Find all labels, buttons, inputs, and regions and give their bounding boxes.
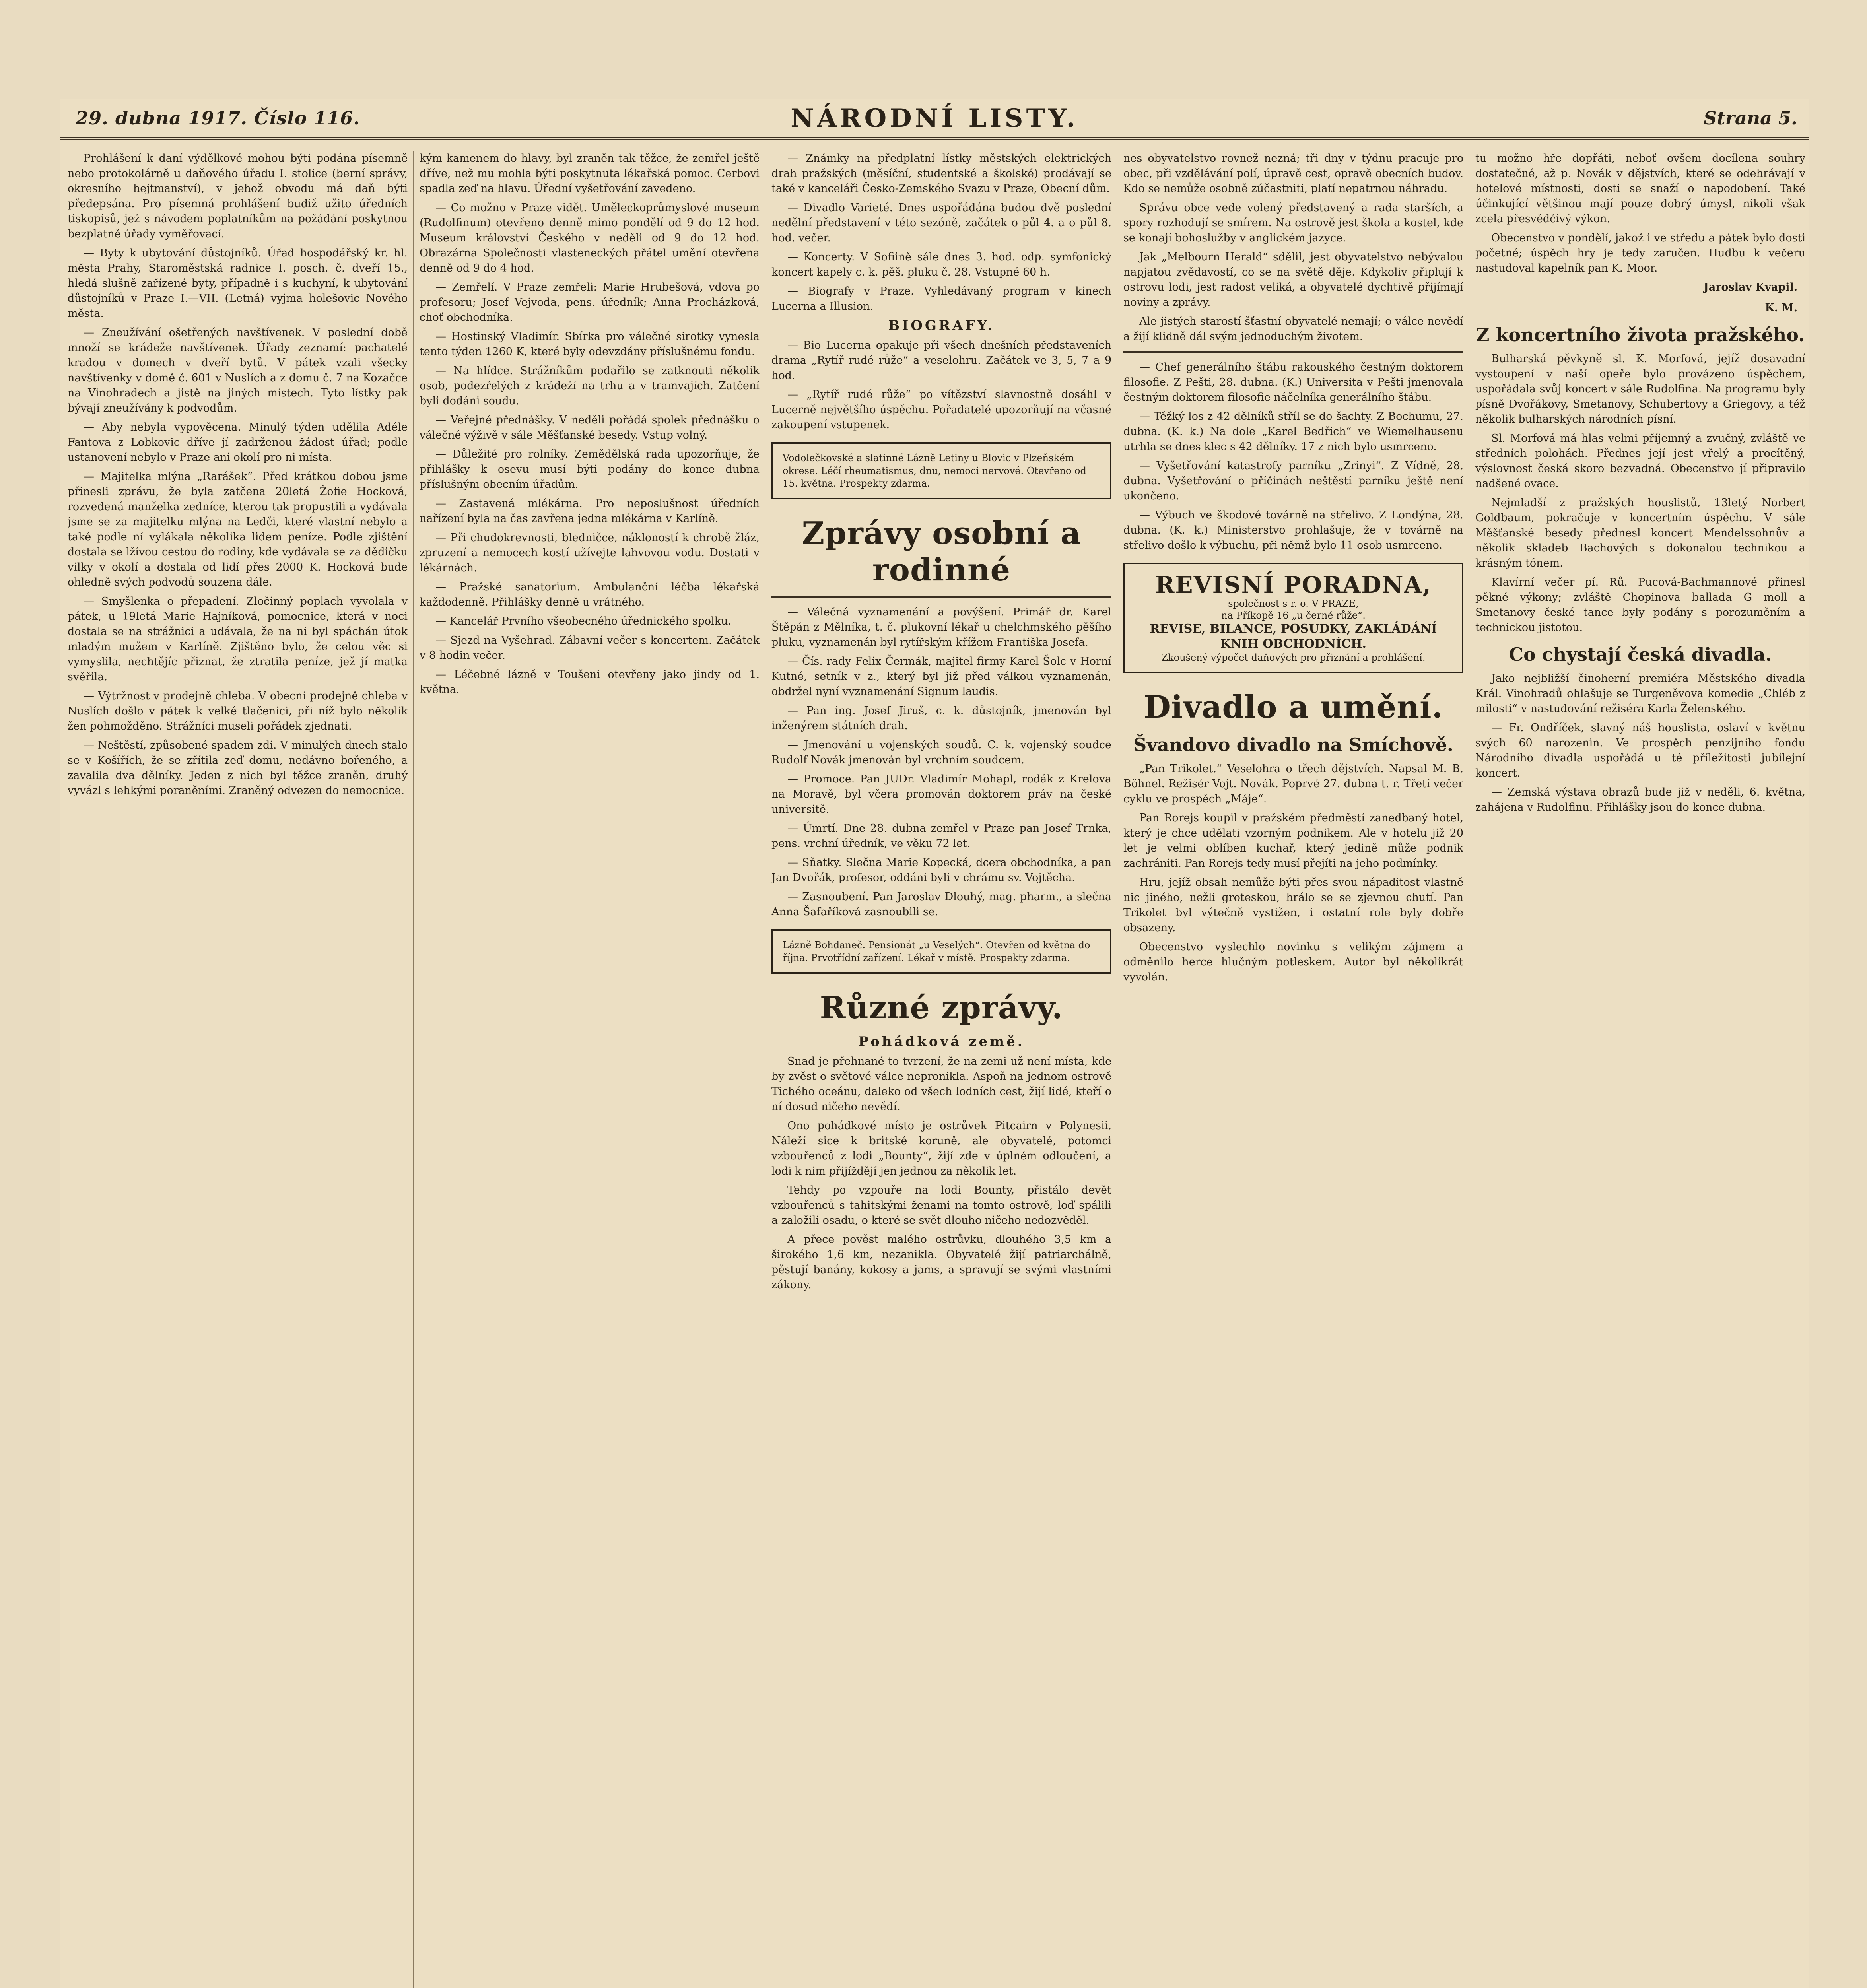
ad-line: REVISE, BILANCE, POSUDKY, ZAKLÁDÁNÍ KNIH OBCHODNÍCH.: [1150, 622, 1437, 651]
paragraph: — Těžký los z 42 dělníků stříl se do šachty. Z Bochumu, 27. dubna. (K. k.) Na dole „Karel Bedřich“ ve Wiemelhausenu utrhla se dnes klec s 42 dělníky. 17 z nich bylo usmrceno.: [1123, 410, 1463, 453]
ad-text: Vodolečkovské a slatinné Lázně Letiny u Blovic v Plzeňském okrese. Léčí rheumatismus, dnu, nemoci nervové. Otevřeno od 15. května. Prospekty zdarma.: [783, 452, 1086, 489]
issue-date: 29. dubna 1917. Číslo 116.: [76, 107, 360, 129]
paragraph: — „Rytíř rudé růže“ po vítězství slavnostně dosáhl v Lucerně největšího úspěchu. Pořadatelé upozorňují na včasné zakoupení vstupenek.: [771, 388, 1111, 431]
ad-title: REVISNÍ PORADNA,: [1155, 571, 1432, 598]
paragraph: Hru, jejíž obsah nemůže býti přes svou nápaditost vlastně nic jiného, nežli groteskou, hrálo se se zjevnou chutí. Pan Trikolet byl výtečně vystižen, i ostatní role byly dobře obsazeny.: [1123, 876, 1463, 934]
divider: [1123, 351, 1463, 353]
theatres-plans-heading: Co chystají česká divadla.: [1509, 644, 1772, 665]
paragraph: — Válečná vyznamenání a povýšení. Primář dr. Karel Štěpán z Mělníka, t. č. plukovní lékař u chelchmského pěšího pluku, vyznamenán byl rytířským křížem Františka Josefa.: [771, 606, 1111, 648]
paragraph: — Pan ing. Josef Jiruš, c. k. důstojník, jmenován byl inženýrem státních drah.: [771, 705, 1111, 732]
paragraph: Snad je přehnané to tvrzení, že na zemi už není místa, kde by zvěst o světové válce nepronikla. Aspoň na jednom ostrově Tichého oceánu, daleko od všech lodních cest, žijí lidé, kteří o ní dosud ničeho nevědí.: [771, 1055, 1111, 1113]
paragraph: Tehdy po vzpouře na lodi Bounty, přistálo devět vzbouřenců s tahitskými ženami na tomto ostrově, loď spálili a založili osadu, o které se svět dlouho ničeho nedozvěděl.: [771, 1184, 1111, 1227]
paragraph: Prohlášení k daní výdělkové mohou býti podána písemně nebo protokolárně u daňového úřadu I. stolice (berní správy, okresního hejtmanství), v jehož obvodu má daň býti předepsána. Pro písemná prohlášení budiž užito úředních tiskopisů, jež s návodem poplatníkům na požádání poskytnou bezplatně úřady vyměřovací.: [68, 152, 408, 240]
paragraph: — Divadlo Varieté. Dnes uspořádána budou dvě poslední nedělní představení v této sezóně, začátek o půl 4. a o půl 8. hod. večer.: [771, 202, 1111, 244]
paragraph: — Zastavená mlékárna. Pro neposlušnost úředních nařízení byla na čas zavřena jedna mlékárna v Karlíně.: [420, 497, 760, 525]
paragraph: — Zasnoubení. Pan Jaroslav Dlouhý, mag. pharm., a slečna Anna Šafaříková zasnoubili se.: [771, 891, 1111, 918]
theatre-subheading: Švandovo divadlo na Smíchově.: [1133, 734, 1453, 755]
ad-line: společnost s r. o. V PRAZE,: [1228, 598, 1359, 609]
paragraph: Bulharská pěvkyně sl. K. Morfová, jejíž dosavadní vystoupení v naší opeře bylo provázeno úspěchem, uspořádala svůj koncert v sále Rudolfina. Na programu byly písně Dvořákovy, Smetanovy, Schubertovy a Griegovy, a též několik bulharských národních písní.: [1475, 353, 1805, 425]
paragraph: — Sjezd na Vyšehrad. Zábavní večer s koncertem. Začátek v 8 hodin večer.: [420, 634, 760, 662]
paragraph: — Na hlídce. Strážníkům podařilo se zatknouti několik osob, podezřelých z krádeží na trhu a v tramvajích. Zatčení byli dodáni soudu.: [420, 365, 760, 407]
paragraph: Ono pohádkové místo je ostrůvek Pitcairn v Polynesii. Náleží sice k britské koruně, ale obyvatelé, potomci vzbouřenců z lodi „Bounty“, žijí zde v úplném odloučení, a lodi k nim přijíždějí jen jednou za několik let.: [771, 1120, 1111, 1177]
column-5: [1475, 151, 1805, 1988]
paragraph: — Známky na předplatní lístky městských elektrických drah pražských (měsíční, studentské a školské) prodávají se také v kanceláři Česko-Zemského Svazu v Praze, Obecní dům.: [771, 152, 1111, 195]
concert-heading: Z koncertního života pražského.: [1476, 324, 1805, 346]
column-4: [1123, 151, 1463, 1988]
paragraph: — Jmenování u vojenských soudů. C. k. vojenský soudce Rudolf Novák jmenován byl vrchním soudcem.: [771, 739, 1111, 766]
paragraph: — Důležité pro rolníky. Zemědělská rada upozorňuje, že přihlášky k osevu musí býti podány do konce dubna příslušným obecním úřadům.: [420, 448, 760, 491]
paragraph: — Fr. Ondříček, slavný náš houslista, oslaví v květnu svých 60 narozenin. Ve prospěch penzijního fondu Národního divadla uspořádá u té příležitosti jubilejní koncert.: [1475, 722, 1805, 779]
paragraph: — Co možno v Praze vidět. Uměleckoprůmyslové museum (Rudolfinum) otevřeno denně mimo pondělí od 9 do 12 hod. Museum království Českého v neděli od 9 do 12 hod. Obrazárna Společnosti vlasteneckých přátel umění otevřena denně od 9 do 4 hod.: [420, 202, 760, 274]
paragraph: — Neštěstí, způsobené spadem zdi. V minulých dnech stalo se v Košířích, že se zřítila zeď domu, nedávno bořeného, a zavalila dva dělníky. Jeden z nich byl těžce zraněn, druhý vyvázl s lehkými poraněními. Zraněný odvezen do nemocnice.: [68, 739, 408, 797]
paragraph: Klavírní večer pí. Rů. Pucová-Bachmannové přinesl pěkné výkony; zvláště Chopinova ballada G moll a Smetanovy české tance byly podány s porozuměním a technickou jistotou.: [1475, 576, 1805, 634]
paragraph: — Úmrtí. Dne 28. dubna zemřel v Praze pan Josef Trnka, pens. vrchní úředník, ve věku 72 let.: [771, 822, 1111, 850]
paragraph: — Výtržnost v prodejně chleba. V obecní prodejně chleba v Nuslích došlo v pátek k velké tlačenici, při níž bylo několik žen pohmožděno. Strážníci museli pořádek zjednati.: [68, 690, 408, 732]
ad-revisni-poradna: [1123, 563, 1463, 673]
signature: K. M.: [1765, 302, 1797, 314]
biografy-heading: BIOGRAFY.: [888, 318, 995, 334]
paragraph: Sl. Morfová má hlas velmi příjemný a zvučný, zvláště ve středních polohách. Přednes její jest vřelý a procítěný, výslovnost česká skoro bezvadná. Obecenstvo jí připravilo nadšené ovace.: [1475, 432, 1805, 490]
ad-bohdanec: [771, 929, 1111, 974]
newspaper-title: NÁRODNÍ LISTY.: [791, 103, 1078, 133]
misc-news-heading: Různé zprávy.: [820, 990, 1063, 1026]
paragraph: — Čís. rady Felix Čermák, majitel firmy Karel Šolc v Horní Kutné, setník v z., který byl již před válkou vyznamenán, obdržel nyní vyznamenání Signum laudis.: [771, 655, 1111, 698]
paragraph: — Koncerty. V Sofiině sále dnes 3. hod. odp. symfonický koncert kapely c. k. pěš. pluku č. 28. Vstupné 60 h.: [771, 251, 1111, 278]
misc-news-subheading: Pohádková země.: [858, 1034, 1025, 1050]
column-2: [420, 151, 760, 1988]
column-divider: [413, 151, 414, 1988]
paragraph: — Pražské sanatorium. Ambulanční léčba lékařská každodenně. Přihlášky denně u vrátného.: [420, 581, 760, 608]
paragraph: — Smyšlenka o přepadení. Zločinný poplach vyvolala v pátek, u 19letá Marie Hajníková, pomocnice, která v noci dostala se na strážnici a udávala, že na ni byl spáchán útok mladým mužem v Karlíně. Zjištěno bylo, že celou věc si vymyslila, nechtějíc přiznat, že ztratila peníze, jež jí matka svěřila.: [68, 595, 408, 683]
paragraph: — Zneužívání ošetřených navštívenek. V poslední době množí se krádeže navštívenek. Úřady zeznamí: pachatelé kradou v domech v dveří bytů. V pátek vzali všecky navštívenky v domě č. 601 v Nuslích a z domu č. 7 na Kozačce na Vinohradech a jistě na jiných místech. Tyto lístky pak bývají zneužívány k podvodům.: [68, 326, 408, 414]
paragraph: Obecenstvo vyslechlo novinku s velikým zájmem a odměnilo herce hlučným potleskem. Autor byl několikrát vyvolán.: [1123, 941, 1463, 983]
paragraph: Správu obce vede volený představený a rada starších, a spory rozhodují se smírem. Na ostrově jest škola a kostel, kde se konají bohoslužby v anglickém jazyce.: [1123, 202, 1463, 244]
paragraph: Jak „Melbourn Herald“ sdělil, jest obyvatelstvo nebývalou napjatou zvědavostí, co se na světě děje. Kdykoliv připlují k ostrovu lodi, jest radost veliká, a obyvatelé dychtivě přijímají noviny a zprávy.: [1123, 251, 1463, 309]
paragraph: — Chef generálního štábu rakouského čestným doktorem filosofie. Z Pešti, 28. dubna. (K.) Universita v Pešti jmenovala čestným doktorem filosofie náčelníka generálního štábu.: [1123, 361, 1463, 404]
paragraph: Pan Rorejs koupil v pražském předměstí zanedbaný hotel, který je chce udělati vzorným podnikem. Ale v hotelu již 20 let je velmi oblíben kuchař, který jedině může podnik zachrániti. Pan Rorejs tedy musí přejíti na jeho podmínky.: [1123, 812, 1463, 870]
masthead: [60, 99, 1809, 140]
ad-line: na Příkopě 16 „u černé růže“.: [1221, 610, 1366, 621]
paragraph: — Promoce. Pan JUDr. Vladimír Mohapl, rodák z Krelova na Moravě, byl včera promován doktorem práv na české universitě.: [771, 773, 1111, 815]
column-1: [68, 151, 408, 1988]
paragraph: tu možno hře dopřáti, neboť ovšem docílena souhry dostatečné, až p. Novák v dějstvích, které se odehrávají v hotelové místnosti, dosti se snaží o napodobení. Také účinkující většinou mají pouze dobrý úmysl, nikoli však zcela přesvědčivý výkon.: [1475, 152, 1805, 225]
newspaper-page: [60, 99, 1809, 1988]
paragraph: — Byty k ubytování důstojníků. Úřad hospodářský kr. hl. města Prahy, Staroměstská radnice I. posch. č. dveří 15., hledá slušně zařízené byty, případně i s kuchyní, k ubytování důstojníků v Praze I.—VII. (Letná) vyjma holešovic Nového města.: [68, 247, 408, 320]
paragraph: — Léčebné lázně v Toušeni otevřeny jako jindy od 1. května.: [420, 668, 760, 696]
paragraph: — Zemská výstava obrazů bude již v neděli, 6. května, zahájena v Rudolfinu. Přihlášky jsou do konce dubna.: [1475, 786, 1805, 813]
ad-vodolecka: [771, 442, 1111, 499]
paragraph: — Majitelka mlýna „Rarášek“. Před krátkou dobou jsme přinesli zprávu, že byla zatčena 20letá Žofie Hocková, rozvedená manželka zedníce, kterou tak propustili a vydávala jsme se za majitelku mlýna na Ledči, které vlastní nebylo a také podle ní vylákala několika lidem peníze. Podle zjištění dostala se lžívou cestou do rodiny, kde vydávala se za dědičku vilky v okolí a dostala od lidí přes 2000 K. Hocková bude ohledně svých podvodů souzena dále.: [68, 470, 408, 588]
paragraph: — Veřejné přednášky. V neděli pořádá spolek přednášku o válečné výživě v sále Měšťanské besedy. Vstup volný.: [420, 414, 760, 441]
paragraph: Ale jistých starostí šťastní obyvatelé nemají; o válce nevědí a žijí klidně dál svým jednoduchým životem.: [1123, 315, 1463, 343]
paragraph: — Bio Lucerna opakuje při všech dnešních představeních drama „Rytíř rudé růže“ a veselohru. Začátek ve 3, 5, 7 a 9 hod.: [771, 339, 1111, 382]
paragraph: nes obyvatelstvo rovnež nezná; tři dny v týdnu pracuje pro obec, při vzdělávání polí, úpravě cest, opravě obecních budov. Kdo se nemůže osobně zúčastniti, platí nepatrnou náhradu.: [1123, 152, 1463, 195]
paragraph: — Vyšetřování katastrofy parníku „Zrinyi“. Z Vídně, 28. dubna. Vyšetřování o příčinách neštěstí parníku ještě není ukončeno.: [1123, 460, 1463, 502]
paragraph: — Zemřelí. V Praze zemřeli: Marie Hrubešová, vdova po profesoru; Josef Vejvoda, pens. úředník; Anna Procházková, choť obchodníka.: [420, 281, 760, 324]
paragraph: Jako nejbližší činoherní premiéra Městského divadla Král. Vinohradů ohlašuje se Turgeněvova komedie „Chléb z milosti“ v nastudování režiséra Karla Želenského.: [1475, 672, 1805, 715]
ad-text: Lázně Bohdaneč. Pensionát „u Veselých“. Otevřen od května do října. Prvotřídní zařízení. Lékař v místě. Prospekty zdarma.: [783, 940, 1090, 963]
paragraph: Obecenstvo v pondělí, jakož i ve středu a pátek bylo dosti početné; úspěch hry je tedy zaručen. Hudbu k večeru nastudoval kapelník pan K. Moor.: [1475, 232, 1805, 274]
divider: [771, 596, 1111, 598]
paragraph: — Aby nebyla vypověcena. Minulý týden udělila Adéle Fantova z Lobkovic dříve jí zadrženou žádost úřad; podle ustanovení nebylo v Praze ani okolí pro ni místa.: [68, 421, 408, 464]
paragraph: — Biografy v Praze. Vyhledávaný program v kinech Lucerna a Illusion.: [771, 285, 1111, 313]
paragraph: — Kancelář Prvního všeobecného úřednického spolku.: [435, 615, 732, 627]
personal-news-heading: Zprávy osobní a rodinné: [802, 515, 1081, 588]
ad-line: Zkoušený výpočet daňových pro přiznání a prohlášení.: [1161, 652, 1426, 663]
paragraph: — Sňatky. Slečna Marie Kopecká, dcera obchodníka, a pan Jan Dvořák, profesor, oddáni byli v chrámu sv. Vojtěcha.: [771, 856, 1111, 884]
theatre-heading: Divadlo a umění.: [1144, 689, 1443, 725]
paragraph: — Výbuch ve škodové továrně na střelivo. Z Londýna, 28. dubna. (K. k.) Ministerstvo prohlašuje, že v továrně na střelivo došlo k výbuchu, při němž bylo 11 osob usmrceno.: [1123, 509, 1463, 551]
paragraph: „Pan Trikolet.“ Veselohra o třech dějstvích. Napsal M. B. Böhnel. Režisér Vojt. Novák. Poprvé 27. dubna t. r. Třetí večer cyklu ve prospěch „Máje“.: [1123, 763, 1463, 805]
column-3: [771, 151, 1111, 1988]
paragraph: A přece pověst malého ostrůvku, dlouhého 3,5 km a širokého 1,6 km, nezanikla. Obyvatelé žijí patriarchálně, pěstují banány, kokosy a jams, a spravují se svými vlastními zákony.: [771, 1233, 1111, 1291]
paragraph: — Hostinský Vladimír. Sbírka pro válečné sirotky vynesla tento týden 1260 K, které byly odevzdány příslušnému fondu.: [420, 330, 760, 358]
paragraph: kým kamenem do hlavy, byl zraněn tak těžce, že zemřel ještě dříve, než mu mohla býti poskytnuta lékařská pomoc. Cerbovi spadla zeď na hlavu. Úřední vyšetřování zavedeno.: [420, 152, 760, 195]
page-number: Strana 5.: [1704, 107, 1797, 129]
paragraph: — Při chudokrevnosti, bledničce, nákloností k chrobě žláz, zpruzení a nemocech kostí užívejte lahvovou vodu. Dostati v lékárnách.: [420, 532, 760, 574]
paragraph: Nejmladší z pražských houslistů, 13letý Norbert Goldbaum, pokračuje v koncertním úspěchu. V sále Měšťanské besedy přednesl koncert Mendelssohnův a několik skladeb Bachových s dokonalou technikou a krásným tónem.: [1475, 497, 1805, 569]
signature: Jaroslav Kvapil.: [1704, 281, 1797, 293]
